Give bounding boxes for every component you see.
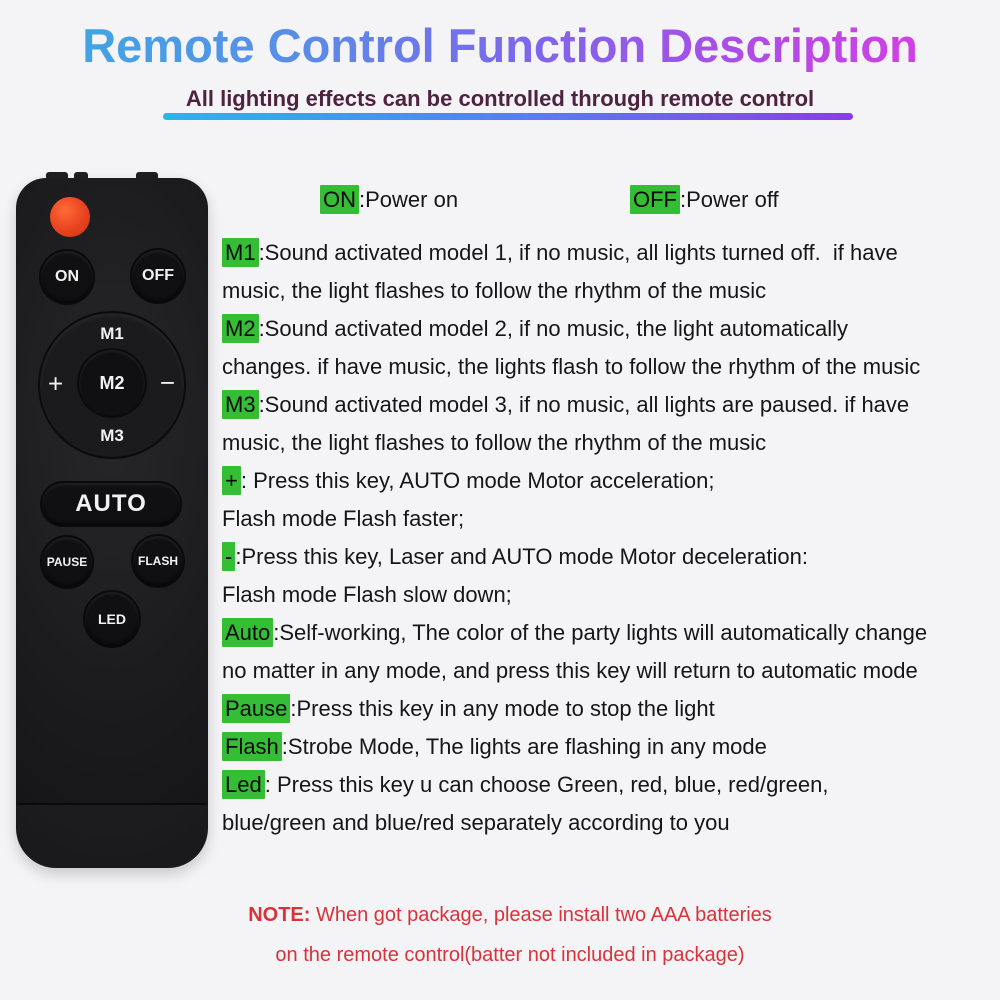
- remote-off-button: OFF: [132, 250, 184, 302]
- remote-auto-button: AUTO: [42, 483, 180, 525]
- key-chip: Led: [222, 770, 265, 799]
- line-text: :Sound activated model 3, if no music, all lights are paused. if have: [258, 392, 910, 417]
- remote-top-notch: [74, 172, 88, 179]
- description-line: [222, 424, 994, 462]
- line-text: changes. if have music, the lights flash to follow the rhythm of the music: [222, 354, 921, 379]
- description-line: [222, 538, 994, 576]
- key-chip: M1: [222, 238, 259, 267]
- on-off-row: [222, 180, 994, 220]
- ir-led-dot: [50, 197, 90, 237]
- line-text: Flash mode Flash faster;: [222, 506, 465, 531]
- line-text: blue/green and blue/red separately according to you: [222, 810, 730, 835]
- remote-flash-button: FLASH: [133, 536, 183, 586]
- key-chip: Auto: [222, 618, 273, 647]
- description-line: [222, 614, 994, 652]
- remote-on-button: ON: [41, 251, 93, 303]
- line-text: :Self-working, The color of the party lights will automatically change: [273, 620, 928, 645]
- note-line-2: on the remote control(batter not included in package): [275, 944, 745, 966]
- remote-top-notch: [136, 172, 158, 179]
- key-chip: -: [222, 542, 235, 571]
- note-text-1: When got package, please install two AAA batteries: [310, 904, 772, 926]
- line-text: :Press this key in any mode to stop the light: [290, 696, 715, 721]
- key-chip: M2: [222, 314, 259, 343]
- remote-minus-button: −: [159, 367, 175, 398]
- line-text: :Strobe Mode, The lights are flashing in any mode: [281, 734, 767, 759]
- description-line: [222, 576, 994, 614]
- key-chip: M3: [222, 390, 259, 419]
- key-chip: Pause: [222, 694, 290, 723]
- line-text: :Sound activated model 2, if no music, the light automatically: [258, 316, 848, 341]
- on-description: [320, 180, 458, 220]
- description-lines: [222, 234, 994, 842]
- note-label: NOTE:: [248, 904, 311, 926]
- description-line: [222, 348, 994, 386]
- line-text: Flash mode Flash slow down;: [222, 582, 512, 607]
- description-line: [222, 690, 994, 728]
- line-text: no matter in any mode, and press this key will return to automatic mode: [222, 658, 918, 683]
- description-line: [222, 386, 994, 424]
- function-descriptions: [222, 180, 994, 842]
- remote-plus-button: +: [48, 368, 64, 399]
- line-text: : Press this key, AUTO mode Motor acceleration;: [240, 468, 715, 493]
- off-text: :Power off: [680, 187, 779, 212]
- battery-cover: [16, 805, 208, 868]
- description-line: [222, 310, 994, 348]
- description-line: [222, 500, 994, 538]
- note-line-1: [150, 895, 870, 935]
- line-text: : Press this key u can choose Green, red, blue, red/green,: [264, 772, 829, 797]
- remote-m3-button: M3: [100, 426, 124, 445]
- off-chip: OFF: [630, 185, 680, 214]
- battery-note: [150, 895, 870, 975]
- page-subtitle: All lighting effects can be controlled through remote control: [185, 86, 815, 111]
- remote-m2-button: M2: [79, 350, 145, 416]
- on-text: :Power on: [359, 187, 459, 212]
- description-line: [222, 234, 994, 272]
- description-line: [222, 766, 994, 804]
- page-title: Remote Control Function Description: [0, 18, 1000, 73]
- description-line: [222, 652, 994, 690]
- remote-led-button: LED: [85, 592, 139, 646]
- description-line: [222, 272, 994, 310]
- remote-top-notch: [46, 172, 68, 179]
- gradient-underline: [163, 113, 853, 120]
- off-description: [630, 180, 779, 220]
- remote-mode-dpad: [40, 313, 184, 457]
- remote-pause-button: PAUSE: [42, 537, 92, 587]
- remote-m1-button: M1: [100, 324, 124, 343]
- on-chip: ON: [320, 185, 359, 214]
- description-line: [222, 728, 994, 766]
- key-chip: +: [222, 466, 241, 495]
- line-text: music, the light flashes to follow the rhythm of the music: [222, 430, 767, 455]
- line-text: music, the light flashes to follow the rhythm of the music: [222, 278, 767, 303]
- line-text: :Sound activated model 1, if no music, all lights turned off. if have: [258, 240, 898, 265]
- key-chip: Flash: [222, 732, 282, 761]
- remote-control-image: [16, 178, 208, 868]
- description-line: [222, 462, 994, 500]
- line-text: :Press this key, Laser and AUTO mode Motor deceleration:: [235, 544, 809, 569]
- description-line: [222, 804, 994, 842]
